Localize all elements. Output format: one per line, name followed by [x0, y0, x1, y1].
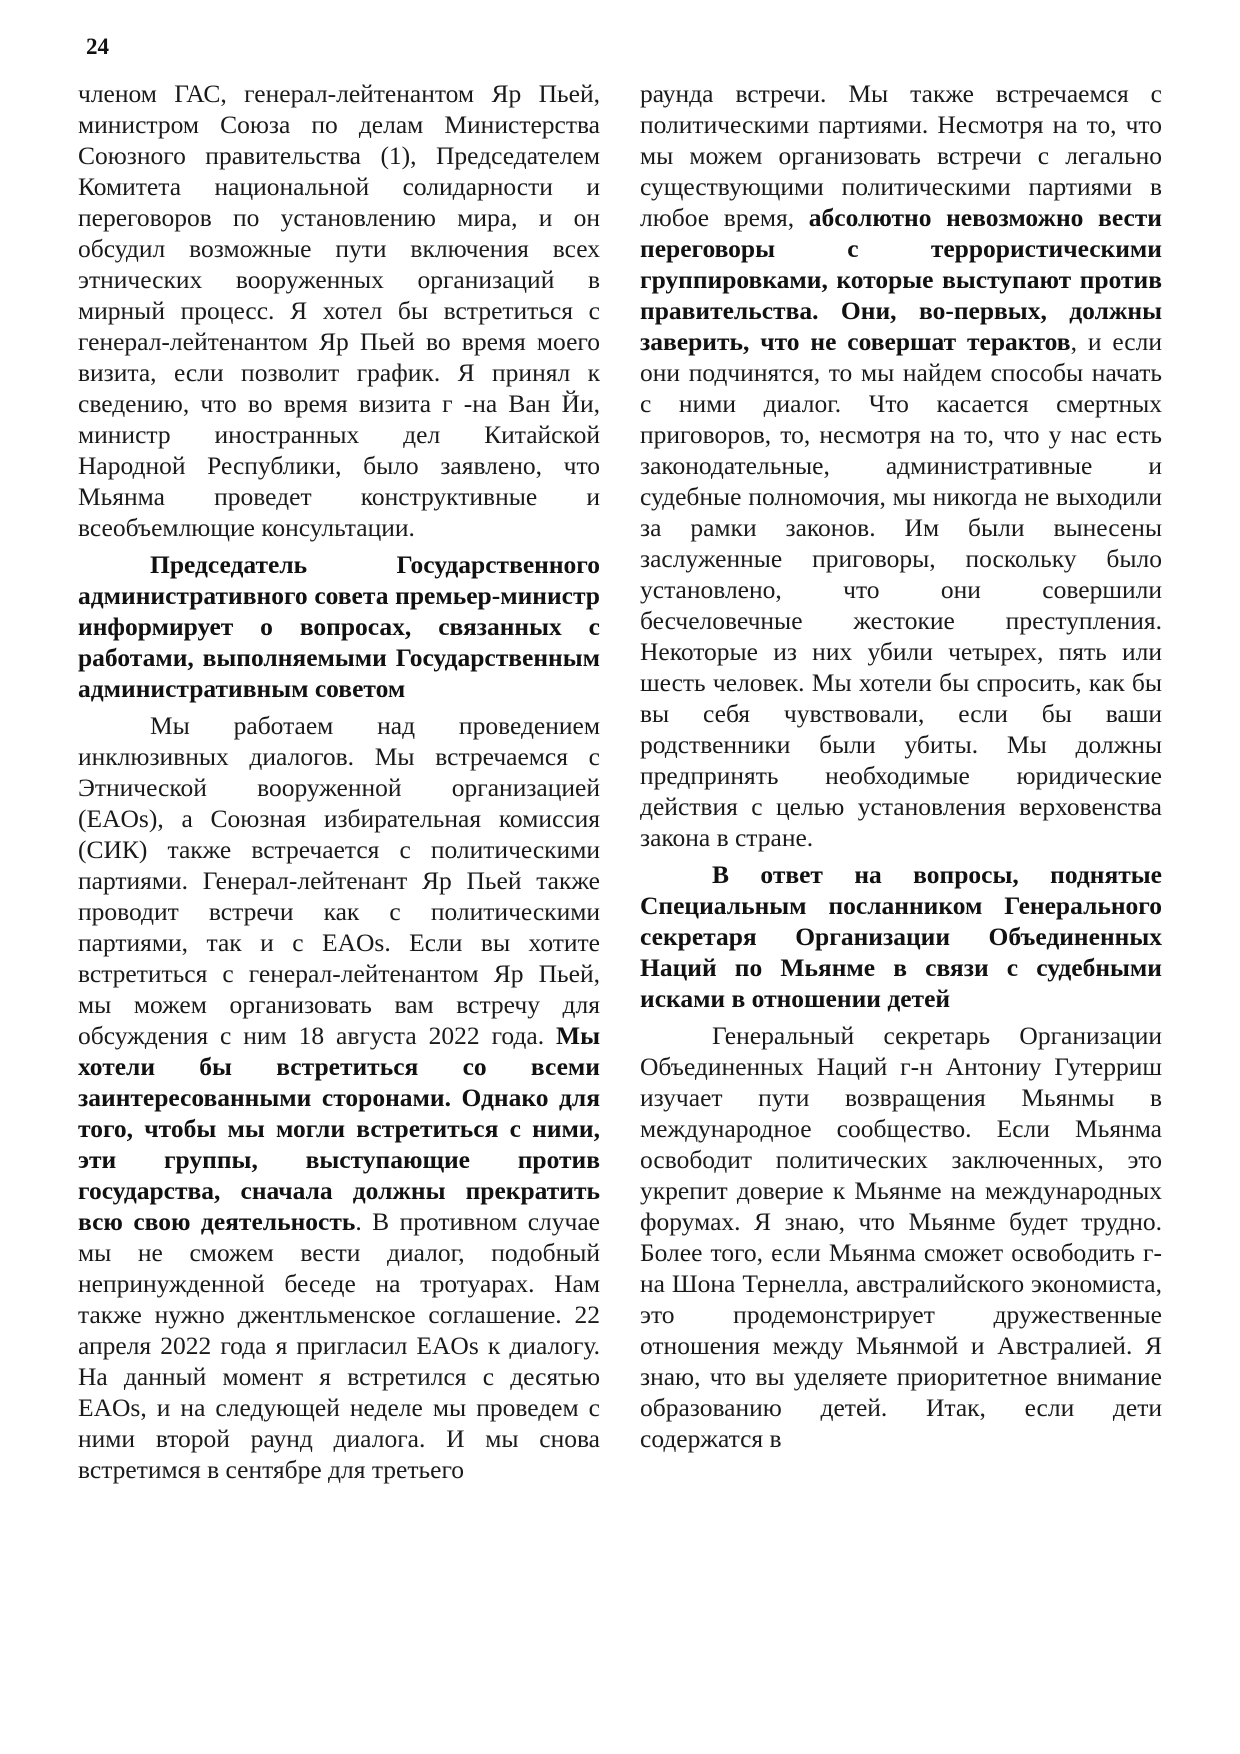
right-paragraph-1-text-b: , и если они подчинятся, то мы найдем способы начать с ними диалог. Что касается смертных приговоров, то, несмотря на то, что у нас есть законодательные, административные и судебные полномочия, мы никогда не выходили за рамки законов. Им были вынесены заслуженные приговоры, поскольку было установлено, что они совершили бесчеловечные жестокие преступления. Некоторые из них убили четырех, пять или шесть человек. Мы хотели бы спросить, как бы вы себя чувствовали, если бы ваши родственники были убиты. Мы должны предпринять необходимые юридические действия с целью установления верховенства закона в стране.: [640, 327, 1162, 852]
left-column: [78, 78, 600, 1485]
left-section-heading: Председатель Государственного административного совета премьер-министр информирует о вопросах, связанных с работами, выполняемыми Государственным административным советом: [78, 550, 600, 703]
left-paragraph-2: [78, 710, 600, 1485]
page-number: 24: [86, 34, 109, 59]
right-paragraph-1-bold: абсолютно невозможно вести переговоры с террористическими группировками, которые выступают против правительства. Они, во-первых, должны заверить, что не совершат терактов: [640, 203, 1162, 356]
left-paragraph-1: членом ГАС, генерал-лейтенантом Яр Пьей, министром Союза по делам Министерства Союзного правительства (1), Председателем Комитета национальной солидарности и переговоров по установлению мира, и он обсудил возможные пути включения всех этнических вооруженных организаций в мирный процесс. Я хотел бы встретиться с генерал-лейтенантом Яр Пьей во время моего визита, если позволит график. Я принял к сведению, что во время визита г -на Ван Йи, министр иностранных дел Китайской Народной Республики, было заявлено, что Мьянма проведет конструктивные и всеобъемлющие консультации.: [78, 79, 600, 542]
right-paragraph-1: [640, 78, 1162, 853]
right-column: [640, 78, 1162, 1454]
left-paragraph-2-text-a: Мы работаем над проведением инклюзивных диалогов. Мы встречаемся с Этнической вооруженной организацией (EAOs), а Союзная избирательная комиссия (СИК) также встречается с политическими партиями. Генерал-лейтенант Яр Пьей также проводит встречи как с политическими партиями, так и с EAOs. Если вы хотите встретиться с генерал-лейтенантом Яр Пьей, мы можем организовать вам встречу для обсуждения с ним 18 августа 2022 года.: [78, 711, 600, 1050]
right-paragraph-2: Генеральный секретарь Организации Объединенных Наций г-н Антониу Гутерриш изучает пути возвращения Мьянмы в международное сообщество. Если Мьянма освободит политических заключенных, это укрепит доверие к Мьянме на международных форумах. Я знаю, что Мьянме будет трудно. Более того, если Мьянма сможет освободить г-на Шона Тернелла, австралийского экономиста, это продемонстрирует дружественные отношения между Мьянмой и Австралией. Я знаю, что вы уделяете приоритетное внимание образованию детей. Итак, если дети содержатся в: [640, 1021, 1162, 1453]
left-paragraph-2-text-b: . В противном случае мы не сможем вести диалог, подобный непринужденной беседе на тротуарах. Нам также нужно джентльменское соглашение. 22 апреля 2022 года я пригласил EAOs к диалогу. На данный момент я встретился с десятью EAOs, и на следующей неделе мы проведем с ними второй раунд диалога. И мы снова встретимся в сентябре для третьего: [78, 1207, 600, 1484]
right-paragraph-1-text-a: раунда встречи. Мы также встречаемся с политическими партиями. Несмотря на то, что мы можем организовать встречи с легально существующими политическими партиями в любое время,: [640, 79, 1162, 232]
right-section-heading: В ответ на вопросы, поднятые Специальным посланником Генерального секретаря Организации Объединенных Наций по Мьянме в связи с судебными исками в отношении детей: [640, 860, 1162, 1013]
left-paragraph-2-bold: Мы хотели бы встретиться со всеми заинтересованными сторонами. Однако для того, чтобы мы могли встретиться с ними, эти группы, выступающие против государства, сначала должны прекратить всю свою деятельность: [78, 1021, 600, 1236]
